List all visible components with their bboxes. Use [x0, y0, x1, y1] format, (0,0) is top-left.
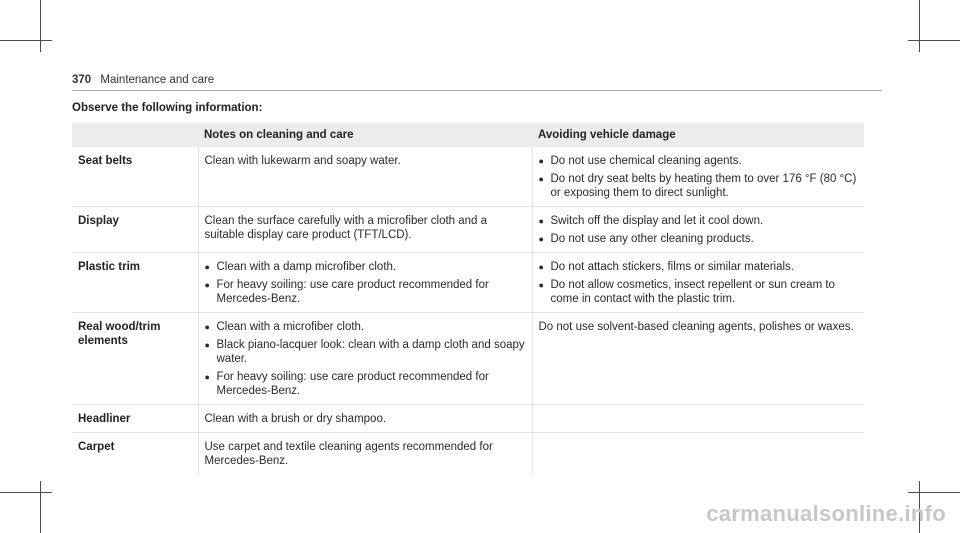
care-cell: Use carpet and textile cleaning agents recommended for Mercedes-Benz.: [198, 433, 532, 475]
bullet-icon: ●: [538, 156, 544, 166]
bullet-icon: ●: [204, 322, 210, 332]
damage-cell: [532, 147, 864, 207]
care-cell: [198, 313, 532, 405]
list-item: ● Switch off the display and let it cool down.: [538, 215, 764, 227]
row-heading: Carpet: [78, 441, 115, 453]
bullet-icon: ●: [204, 262, 210, 272]
care-cell: Clean with lukewarm and soapy water.: [198, 147, 532, 207]
care-table: [72, 123, 864, 474]
list-item: ● Black piano-lacquer look: clean with a damp cloth and soapy water.: [204, 339, 525, 365]
damage-cell: [532, 433, 864, 475]
crop-mark: [40, 481, 41, 533]
bullet-icon: ●: [538, 280, 544, 290]
page-header: [72, 74, 214, 86]
damage-cell: Do not use solvent-based cleaning agents, polishes or waxes.: [532, 313, 864, 405]
row-heading: Headliner: [72, 405, 198, 433]
list-item: ● Do not use any other cleaning products.: [538, 233, 754, 245]
table-row: [72, 433, 864, 475]
table-row: [72, 405, 864, 433]
crop-mark: [908, 492, 960, 493]
bullet-icon: ●: [204, 280, 210, 290]
row-heading: Plastic trim: [72, 253, 198, 313]
column-header: Avoiding vehicle damage: [532, 123, 864, 147]
row-heading: Display: [72, 207, 198, 253]
column-header: [72, 123, 198, 147]
list-item: ● Do not dry seat belts by heating them to over 176 °F (80 °C) or exposing them to direct sunlight.: [538, 173, 857, 199]
list-item: ● For heavy soiling: use care product recommended for Mercedes-Benz.: [204, 371, 489, 397]
damage-cell: [532, 207, 864, 253]
row-heading: Real wood/trim elements: [72, 313, 198, 405]
list-item: ● Do not allow cosmetics, insect repellent or sun cream to come in contact with the plastic trim.: [538, 279, 835, 305]
crop-mark: [908, 40, 960, 41]
row-heading: Seat belts: [72, 147, 198, 207]
bullet-icon: ●: [538, 262, 544, 272]
list-item: ● Do not attach stickers, films or similar materials.: [538, 261, 794, 273]
column-header: Notes on cleaning and care: [198, 123, 532, 147]
crop-mark: [0, 492, 52, 493]
bullet-icon: ●: [538, 174, 544, 184]
table-header-row: [72, 123, 864, 147]
bullet-icon: ●: [204, 340, 210, 350]
list-item: ● Do not use chemical cleaning agents.: [538, 155, 742, 167]
list-item: ● For heavy soiling: use care product recommended for Mercedes-Benz.: [204, 279, 489, 305]
table-row: [72, 207, 864, 253]
crop-mark: [919, 0, 920, 52]
care-cell: Clean with a brush or dry shampoo.: [198, 405, 532, 433]
damage-cell: [532, 405, 864, 433]
crop-mark: [0, 40, 52, 41]
bullet-icon: ●: [204, 372, 210, 382]
bullet-icon: ●: [538, 234, 544, 244]
care-cell: [198, 253, 532, 313]
page-number: 370: [72, 74, 92, 86]
table-row: [72, 253, 864, 313]
watermark: carmanualsonline.info: [706, 501, 946, 526]
table-row: [72, 313, 864, 405]
intro-text: Observe the following information:: [72, 102, 263, 114]
list-item: ● Clean with a microfiber cloth.: [204, 321, 365, 333]
damage-cell: [532, 253, 864, 313]
bullet-icon: ●: [538, 216, 544, 226]
table-row: [72, 147, 864, 207]
header-rule: [72, 90, 882, 91]
crop-mark: [40, 0, 41, 52]
list-item: ● Clean with a damp microfiber cloth.: [204, 261, 397, 273]
section-title: Maintenance and care: [100, 74, 215, 86]
care-cell: Clean the surface carefully with a microfiber cloth and a suitable display care product (TFT/LCD).: [198, 207, 532, 253]
